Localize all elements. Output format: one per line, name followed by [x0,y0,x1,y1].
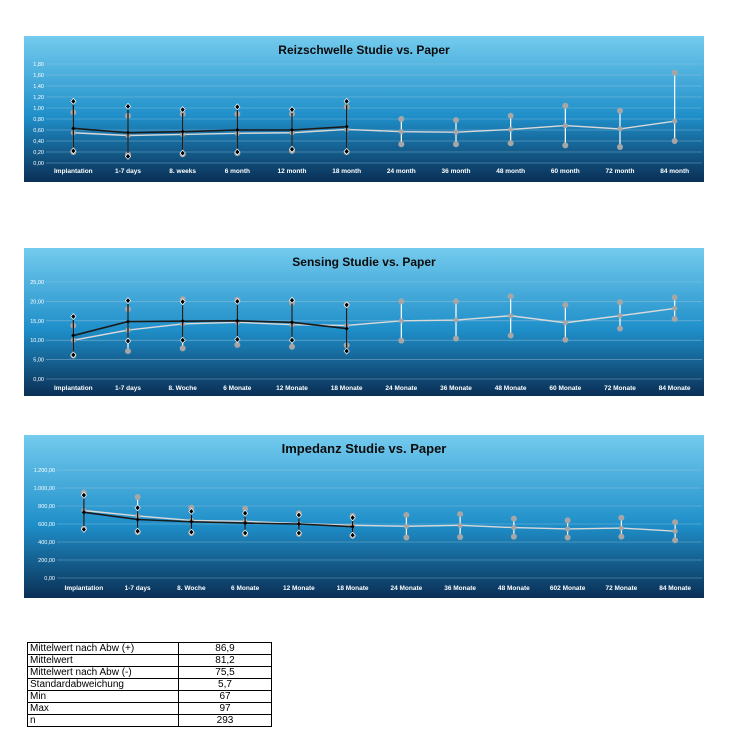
data-point [508,127,513,132]
data-point [404,524,409,529]
x-tick-label: 8. weeks [169,168,197,175]
x-tick-label: 36 Monate [444,585,477,592]
y-tick-label: 400,00 [38,540,55,546]
data-point [617,326,623,332]
data-point [563,320,568,325]
y-tick-label: 600,00 [38,522,55,528]
data-point [673,529,678,534]
x-tick-label: 84 Monate [659,585,692,592]
x-tick-label: 1-7 days [114,168,142,175]
x-tick-label: 36 month [441,168,471,175]
y-tick-label: 1,80 [33,62,44,68]
data-point [125,348,131,354]
chart-reizschwelle [24,36,704,187]
chart-reizschwelle-svg [24,36,704,182]
data-point [672,519,678,525]
table-row [28,655,272,667]
x-tick-label: 24 month [386,168,416,175]
y-tick-label: 0,00 [33,161,44,167]
stat-label: Max [28,703,179,715]
x-tick-label: 36 Monate [440,385,472,392]
data-point [398,116,404,122]
x-tick-label: 6 month [224,168,250,175]
y-tick-label: 0,00 [33,377,44,383]
y-tick-label: 1,20 [33,95,44,101]
chart-impedanz-svg [24,435,704,598]
x-tick-label: 6 Monate [223,385,252,392]
table-row [28,667,272,679]
data-point [617,126,622,131]
data-point [672,70,678,76]
data-point [565,526,570,531]
data-point [453,336,459,342]
stat-value: 86,9 [179,643,272,655]
data-point [457,534,463,540]
y-tick-label: 0,60 [33,128,44,134]
data-point [403,512,409,518]
chart-sensing-svg [24,248,704,396]
data-point [562,142,568,148]
x-tick-label: 72 month [605,168,635,175]
data-point [672,295,678,301]
chart-title: Reizschwelle Studie vs. Paper [278,43,450,57]
table-row [28,643,272,655]
data-point [562,302,568,308]
data-point [508,113,514,119]
y-tick-label: 15,00 [30,318,44,325]
y-tick-label: 20,00 [30,299,44,306]
data-point [618,515,624,521]
y-tick-label: 0,20 [33,150,44,156]
data-point [453,130,458,135]
data-point [672,316,678,322]
stat-value: 5,7 [179,679,272,691]
x-tick-label: 24 Monate [390,585,423,592]
data-point [398,338,404,344]
data-point [617,299,623,305]
x-tick-label: Implantation [64,585,104,592]
data-point [672,119,677,124]
data-point [563,123,568,128]
data-point [458,523,463,528]
data-point [508,333,514,339]
table-row [28,703,272,715]
x-tick-label: 18 Monate [330,385,363,392]
stat-label: Mittelwert nach Abw (-) [28,667,179,679]
data-point [457,511,463,517]
stat-label: n [28,715,179,727]
chart-sensing [24,248,704,401]
x-tick-label: 18 Monate [336,585,369,592]
x-tick-label: 12 month [277,168,307,175]
stat-value: 75,5 [179,667,272,679]
x-tick-label: 60 month [550,168,580,175]
data-point [565,535,571,541]
data-point [289,344,295,350]
data-point [617,108,623,114]
x-tick-label: 12 Monate [276,385,308,392]
data-point [508,293,514,299]
chart-impedanz [24,435,704,603]
chart-background [24,435,704,598]
x-tick-label: 48 Monate [497,585,530,592]
data-point [511,525,516,530]
x-tick-label: 60 Monate [549,385,582,392]
stat-value: 293 [179,715,272,727]
data-point [672,138,678,144]
stat-label: Min [28,691,179,703]
y-tick-label: 0,80 [33,117,44,123]
x-tick-label: 1-7 days [124,585,151,592]
data-point [398,298,404,304]
chart-background [24,36,704,182]
x-tick-label: 84 Monate [658,385,691,392]
data-point [508,140,514,146]
y-tick-label: 1,40 [33,84,44,90]
data-point [618,534,624,540]
data-point [398,141,404,147]
x-tick-label: 72 Monate [604,385,636,392]
data-point [399,129,404,134]
y-tick-label: 5,00 [33,357,44,364]
y-tick-label: 25,00 [30,280,44,286]
table-row [28,715,272,727]
y-tick-label: 10,00 [30,338,44,345]
data-point [562,337,568,343]
y-tick-label: 1.200,00 [33,468,55,474]
data-point [565,517,571,523]
x-tick-label: 8. Woche [168,385,197,392]
x-tick-label: 6 Monate [231,585,260,592]
y-tick-label: 800,00 [38,504,55,510]
data-point [453,141,459,147]
data-point [453,317,458,322]
data-point [617,313,622,318]
stat-value: 97 [179,703,272,715]
data-point [511,516,517,522]
stat-value: 67 [179,691,272,703]
y-tick-label: 1,00 [33,106,44,112]
x-tick-label: 72 Monate [605,585,638,592]
data-point [511,534,517,540]
table-row [28,679,272,691]
chart-title: Sensing Studie vs. Paper [292,255,436,269]
data-point [619,525,624,530]
x-tick-label: 12 Monate [282,585,315,592]
y-tick-label: 0,00 [44,576,55,582]
stats-table [27,642,272,727]
table-row [28,691,272,703]
x-tick-label: Implantation [54,168,93,175]
chart-title: Impedanz Studie vs. Paper [281,441,447,456]
data-point [562,103,568,109]
x-tick-label: 48 month [496,168,526,175]
stat-label: Mittelwert nach Abw (+) [28,643,179,655]
y-tick-label: 1.000,00 [33,486,55,492]
y-tick-label: 1,60 [33,73,44,79]
data-point [617,144,623,150]
data-point [672,537,678,543]
x-tick-label: 602 Monate [549,585,586,592]
data-point [453,117,459,123]
x-tick-label: 24 Monate [385,385,418,392]
data-point [508,313,513,318]
data-point [180,345,186,351]
y-tick-label: 0,40 [33,139,44,145]
x-tick-label: 18 month [332,168,362,175]
x-tick-label: 48 Monate [494,385,527,392]
x-tick-label: 84 month [660,168,690,175]
stat-value: 81,2 [179,655,272,667]
data-point [453,298,459,304]
stat-label: Standardabweichung [28,679,179,691]
data-point [135,494,141,500]
data-point [403,535,409,541]
x-tick-label: 8. Woche [177,585,206,592]
x-tick-label: 1-7 days [114,385,142,392]
y-tick-label: 200,00 [38,558,55,564]
stat-label: Mittelwert [28,655,179,667]
data-point [399,318,404,323]
x-tick-label: Implantation [54,385,93,392]
data-point [672,306,677,311]
